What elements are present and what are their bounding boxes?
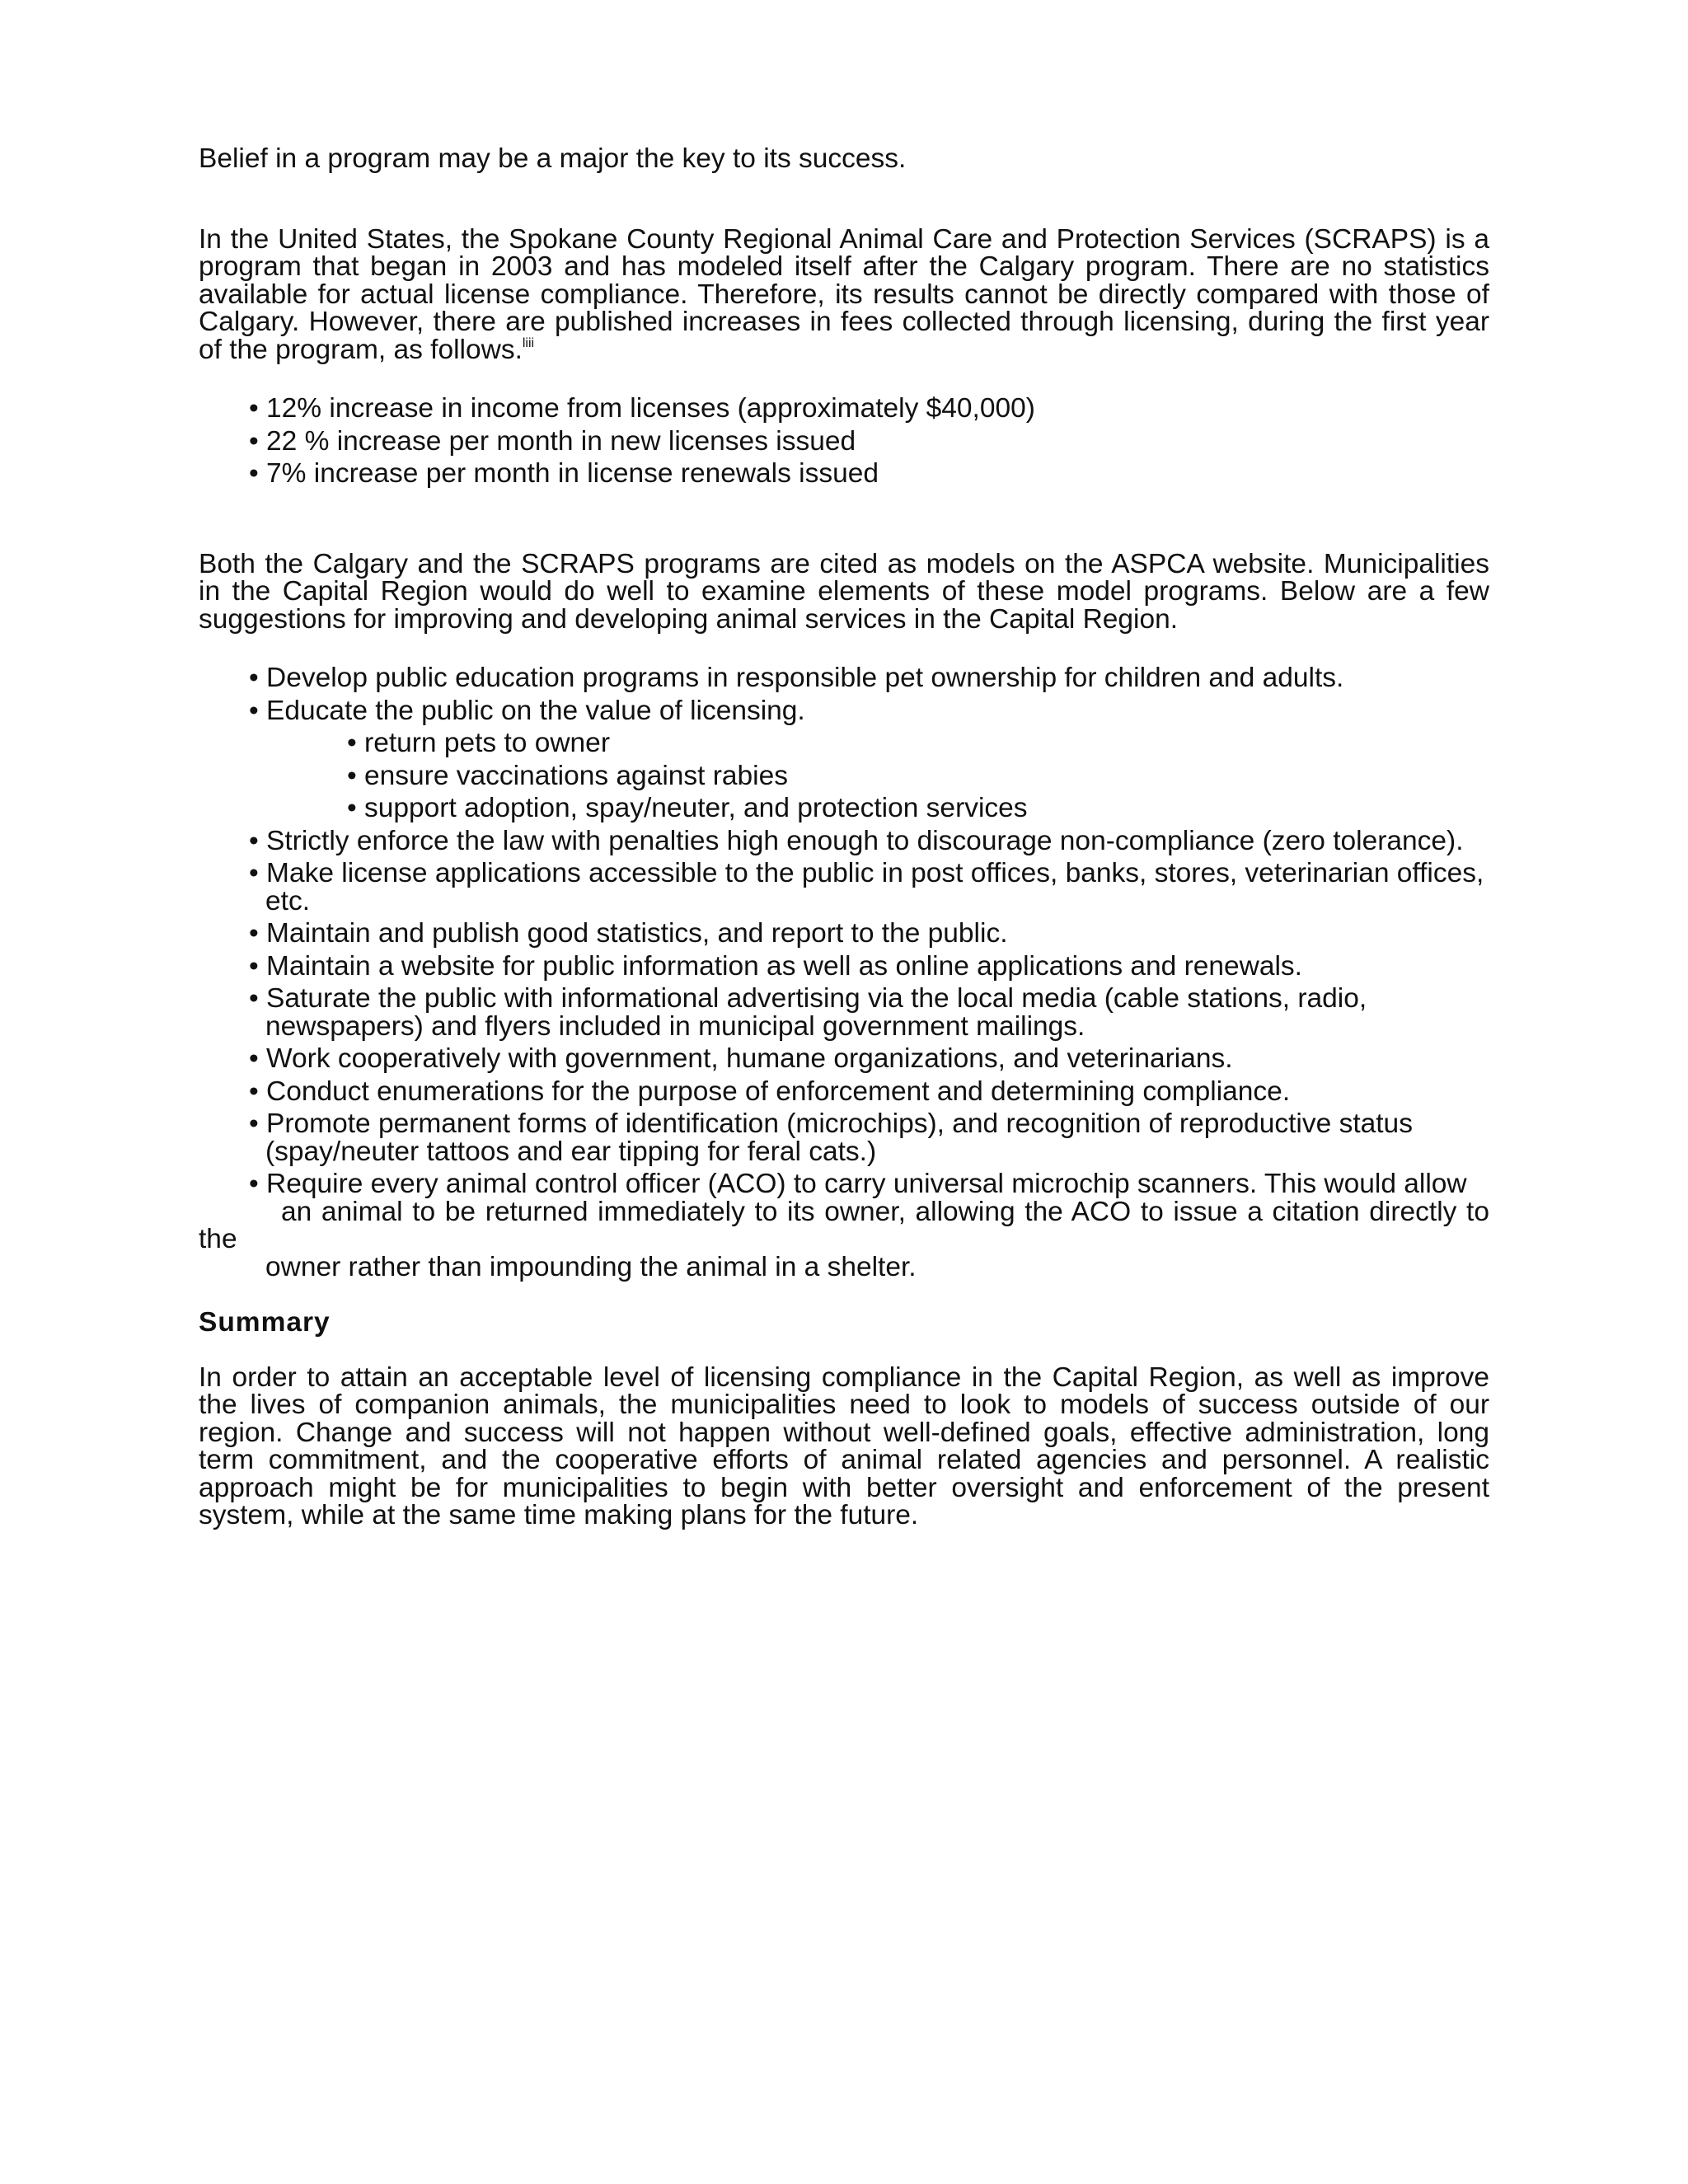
list-item: • Work cooperatively with government, humane organizations, and veterinarians. (249, 1043, 1233, 1074)
list-item-text: • Educate the public on the value of licensing. (249, 695, 805, 726)
list-item (199, 860, 1489, 915)
list-item: • Develop public education programs in responsible pet ownership for children and adults. (249, 663, 1344, 693)
summary-heading: Summary (199, 1307, 331, 1338)
sublist-item: • support adoption, spay/neuter, and protection services (347, 793, 1028, 823)
list-item-continuation: an animal to be returned immediately to its owner, allowing the ACO to issue a citation directly to (281, 1196, 1489, 1227)
scraps-paragraph-text: In the United States, the Spokane County Regional Animal Care and Protection Services (SCRAPS) is a program that began in 2003 and has modeled itself after the Calgary program. There are no statistics available for actual license compliance. Therefore, its results cannot be directly compared with those of Calgary. However, there are published increases in fees collected through licensing, during the first year of the program, as follows. (199, 223, 1489, 365)
list-item: • 22 % increase per month in new licenses issued (249, 425, 856, 457)
list-item-continuation: newspapers) and flyers included in municipal government mailings. (265, 1010, 1085, 1042)
list-item-continuation: owner rather than impounding the animal in a shelter. (265, 1251, 917, 1282)
list-item-text: • Promote permanent forms of identification (microchips), and recognition of reproductive status (249, 1108, 1413, 1139)
list-item (199, 1170, 1489, 1281)
intro-sentence: Belief in a program may be a major the key to its success. (199, 143, 907, 174)
summary-paragraph: In order to attain an acceptable level of licensing compliance in the Capital Region, as well as improve the lives of companion animals, the municipalities need to look to models of success outside of our region. Change and success will not happen without well-defined goals, effective administration, long term commitment, and the cooperative efforts of animal related agencies and personnel. A realistic approach might be for municipalities to begin with better oversight and enforcement of the present system, while at the same time making plans for the future. (199, 1361, 1489, 1530)
list-item (199, 697, 1489, 823)
list-item-continuation: (spay/neuter tattoos and ear tipping for feral cats.) (265, 1136, 877, 1167)
list-item: • Maintain and publish good statistics, and report to the public. (249, 918, 1008, 949)
list-item: • 12% increase in income from licenses (approximately $40,000) (249, 393, 1035, 424)
scraps-paragraph (199, 223, 1489, 365)
models-paragraph: Both the Calgary and the SCRAPS programs are cited as models on the ASPCA website. Municipalities in the Capital Region would do well to examine elements of these model programs. Below are a few suggestions for improving and developing animal services in the Capital Region. (199, 548, 1489, 635)
list-item-orphan-word: the (199, 1224, 237, 1254)
list-item (199, 985, 1489, 1040)
suggestions-list (199, 664, 1489, 1281)
list-item-continuation: etc. (265, 885, 310, 916)
results-list (199, 395, 1489, 488)
list-item: • Maintain a website for public information as well as online applications and renewals. (249, 950, 1302, 982)
list-item: • Strictly enforce the law with penalties high enough to discourage non-compliance (zero tolerance). (249, 825, 1464, 856)
list-item-text: • Make license applications accessible to the public in post offices, banks, stores, veterinarian offices, (249, 858, 1484, 888)
list-item: • 7% increase per month in license renewals issued (249, 458, 879, 489)
sublist-item: • ensure vaccinations against rabies (347, 760, 789, 791)
footnote-ref: liii (522, 335, 535, 350)
document-page (199, 145, 1489, 1530)
list-item: • Conduct enumerations for the purpose of enforcement and determining compliance. (249, 1076, 1291, 1107)
list-item (199, 1110, 1489, 1165)
sublist-item: • return pets to owner (347, 728, 610, 758)
list-item-text: • Saturate the public with informational advertising via the local media (cable stations, radio, (249, 983, 1367, 1014)
licensing-value-sublist (265, 729, 1489, 823)
list-item-text: • Require every animal control officer (ACO) to carry universal microchip scanners. This would allow (249, 1169, 1467, 1199)
